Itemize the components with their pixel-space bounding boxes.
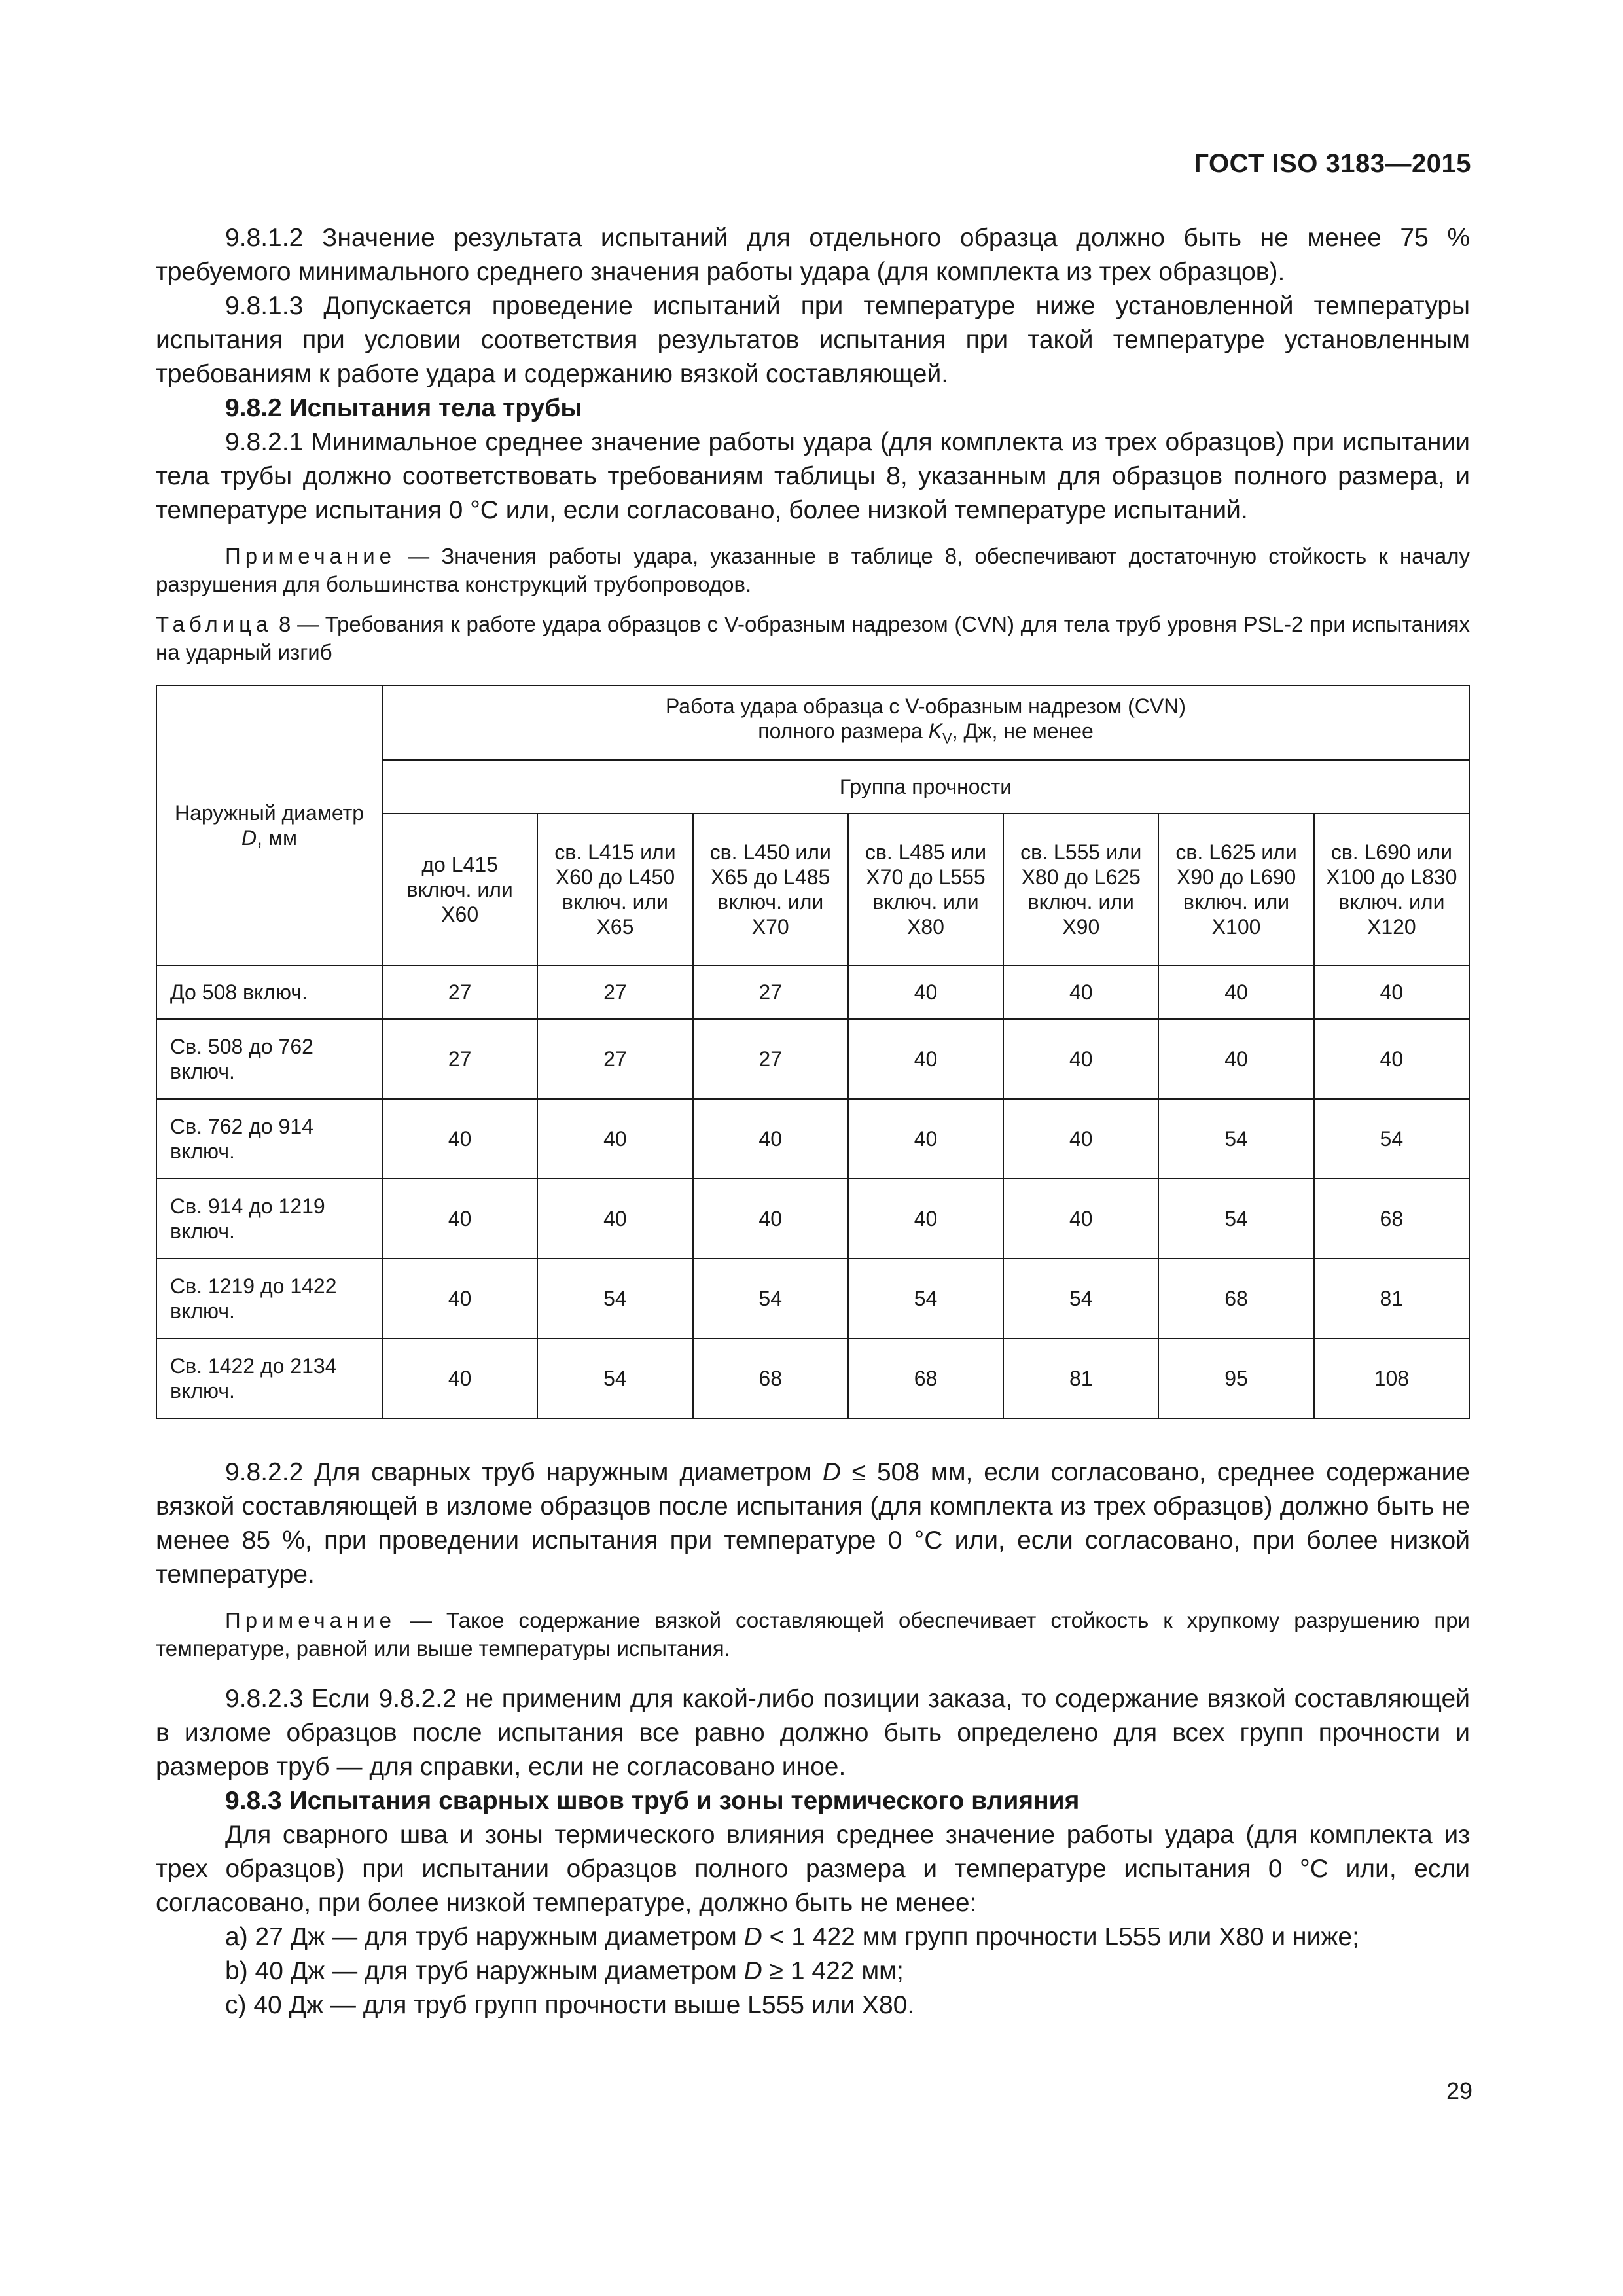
table-cell: 40: [848, 1019, 1003, 1099]
column-header: св. L415 или X60 до L450 включ. или X65: [537, 814, 692, 965]
table-cell: 54: [1003, 1259, 1158, 1338]
table-cell: 27: [382, 965, 537, 1019]
paragraph-9822: [156, 1456, 1470, 1592]
list-item-var: D: [743, 1957, 762, 1985]
table-cell: 27: [537, 1019, 692, 1099]
table-row: [156, 1338, 1469, 1418]
paragraph-9812: 9.8.1.2 Значение результата испытаний для отдельного образца должно быть не менее 75 % требуемого минимального среднего значения работы удара (для комплекта из трех образцов).: [156, 224, 1470, 286]
list-item: [156, 1988, 1470, 2022]
table-cell: 108: [1314, 1338, 1469, 1418]
header-work-var: K: [928, 719, 942, 744]
table-cell: 27: [382, 1019, 537, 1099]
list-item: [156, 1954, 1470, 1988]
header-diameter-text: Наружный диаметр: [174, 801, 365, 825]
row-label: Св. 914 до 1219 включ.: [156, 1179, 382, 1259]
table-cell: 40: [1003, 965, 1158, 1019]
table-cell: 40: [1003, 1099, 1158, 1179]
table-cell: 40: [1314, 965, 1469, 1019]
table-cell: 81: [1314, 1259, 1469, 1338]
list-item-text: a) 27 Дж — для труб наружным диаметром: [225, 1923, 744, 1951]
section-heading-983: 9.8.3 Испытания сварных швов труб и зоны термического влияния: [225, 1787, 1080, 1815]
table-cell: 40: [1314, 1019, 1469, 1099]
impact-energy-table: [156, 685, 1470, 1419]
paragraph-983-intro: Для сварного шва и зоны термического влияния среднее значение работы удара (для комплекта из трех образцов) при испытании образцов полного размера и температуре испытания 0 °С или, если согласовано, при более низкой температуре, должно быть не менее:: [156, 1821, 1470, 1917]
header-work-sub: V: [942, 730, 952, 747]
table-row: [156, 1259, 1469, 1338]
row-label: Св. 1219 до 1422 включ.: [156, 1259, 382, 1338]
table-cell: 27: [693, 965, 848, 1019]
note-text: — Значения работы удара, указанные в таблице 8, обеспечивают достаточную стойкость к началу разрушения для большинства конструкций трубопроводов.: [156, 544, 1470, 596]
paragraph-9813: 9.8.1.3 Допускается проведение испытаний при температуре ниже установленной температуры испытания при условии соответствия результатов испытания при такой температуре установленным требованиям к работе удара и содержанию вязкой составляющей.: [156, 292, 1470, 388]
list-item-text: b) 40 Дж — для труб наружным диаметром: [225, 1957, 744, 1985]
column-header: св. L555 или X80 до L625 включ. или X90: [1003, 814, 1158, 965]
header-diameter-unit: , мм: [257, 826, 297, 850]
table-cell: 40: [848, 965, 1003, 1019]
table-cell: 54: [1314, 1099, 1469, 1179]
table-cell: 40: [848, 1099, 1003, 1179]
table-caption: [156, 610, 1470, 666]
note-1: [156, 542, 1470, 598]
note-2: [156, 1606, 1470, 1662]
list-item-text-end: < 1 422 мм групп прочности L555 или X80 и ниже;: [762, 1923, 1359, 1951]
table-cell: 40: [1158, 1019, 1313, 1099]
table-header-row-1: [156, 685, 1469, 760]
table-cell: 40: [1003, 1019, 1158, 1099]
table-cell: 40: [693, 1099, 848, 1179]
table-row: [156, 1099, 1469, 1179]
table-cell: 54: [848, 1259, 1003, 1338]
paragraph-9822-text-end: ≤ 508 мм, если согласовано, среднее содержание вязкой составляющей в изломе образцов после испытания (для комплекта из трех образцов) должно быть не менее 85 %, при проведении испытания при температуре 0 °С или, если согласовано, при более низкой температуре.: [156, 1458, 1470, 1588]
header-work-line1: Работа удара образца с V-образным надрезом (CVN): [665, 694, 1186, 719]
list-item-text-end: ≥ 1 422 мм;: [762, 1957, 904, 1985]
row-label: Св. 762 до 914 включ.: [156, 1099, 382, 1179]
page-content: [156, 221, 1470, 2022]
table-cell: 68: [1314, 1179, 1469, 1259]
page-number: 29: [1446, 2077, 1472, 2104]
list-item-text: c) 40 Дж — для труб групп прочности выше L555 или X80.: [225, 1991, 915, 2019]
table-cell: 95: [1158, 1338, 1313, 1418]
note-label: Примечание: [225, 544, 397, 568]
section-heading-982: 9.8.2 Испытания тела трубы: [225, 394, 582, 422]
table-cell: 27: [537, 965, 692, 1019]
header-work-line2: полного размера: [758, 719, 929, 744]
table-cell: 68: [1158, 1259, 1313, 1338]
table-cell: 54: [693, 1259, 848, 1338]
table-cell: 81: [1003, 1338, 1158, 1418]
paragraph-9823: 9.8.2.3 Если 9.8.2.2 не применим для какой-либо позиции заказа, то содержание вязкой составляющей в изломе образцов после испытания все равно должно быть определено для всех групп прочности и размеров труб — для справки, если не согласовано иное.: [156, 1685, 1470, 1781]
table-cell: 54: [537, 1338, 692, 1418]
header-work-suffix: , Дж, не менее: [952, 719, 1094, 744]
note-label: Примечание: [225, 1608, 397, 1632]
table-cell: 54: [1158, 1179, 1313, 1259]
table-cell: 40: [693, 1179, 848, 1259]
column-header: св. L485 или X70 до L555 включ. или X80: [848, 814, 1003, 965]
table-row: [156, 1179, 1469, 1259]
table-cell: 68: [848, 1338, 1003, 1418]
column-header: св. L690 или X100 до L830 включ. или X120: [1314, 814, 1469, 965]
table-cell: 40: [382, 1338, 537, 1418]
table-caption-label: Таблица: [156, 612, 273, 636]
paragraph-9822-text: 9.8.2.2 Для сварных труб наружным диаметром: [225, 1458, 823, 1486]
table-cell: 27: [693, 1019, 848, 1099]
row-label: Св. 1422 до 2134 включ.: [156, 1338, 382, 1418]
table-row: [156, 965, 1469, 1019]
table-row: [156, 1019, 1469, 1099]
table-cell: 40: [1003, 1179, 1158, 1259]
column-header: св. L450 или X65 до L485 включ. или X70: [693, 814, 848, 965]
table-cell: 40: [537, 1179, 692, 1259]
document-header: ГОСТ ISO 3183—2015: [1194, 149, 1471, 178]
row-label: Св. 508 до 762 включ.: [156, 1019, 382, 1099]
note-text: — Такое содержание вязкой составляющей обеспечивает стойкость к хрупкому разрушению при температуре, равной или выше температуры испытания.: [156, 1608, 1470, 1660]
table-cell: 40: [382, 1259, 537, 1338]
table-cell: 40: [1158, 965, 1313, 1019]
table-cell: 40: [382, 1179, 537, 1259]
row-label: До 508 включ.: [156, 965, 382, 1019]
column-header: св. L625 или X90 до L690 включ. или X100: [1158, 814, 1313, 965]
header-diameter-var: D: [241, 826, 257, 850]
table-caption-text: 8 — Требования к работе удара образцов с V-образным надрезом (CVN) для тела труб уровня PSL-2 при испытаниях на ударный изгиб: [156, 612, 1470, 664]
header-work-cell: [382, 685, 1469, 760]
header-diameter-cell: [156, 685, 382, 965]
header-group-cell: Группа прочности: [382, 760, 1469, 814]
table-cell: 54: [537, 1259, 692, 1338]
table-cell: 40: [382, 1099, 537, 1179]
paragraph-9821: 9.8.2.1 Минимальное среднее значение работы удара (для комплекта из трех образцов) при испытании тела трубы должно соответствовать требованиям таблицы 8, указанным для образцов полного размера, и температуре испытания 0 °С или, если согласовано, более низкой температуре испытаний.: [156, 428, 1470, 524]
paragraph-9822-var: D: [822, 1458, 841, 1486]
column-header: до L415 включ. или X60: [382, 814, 537, 965]
list-item: [156, 1920, 1470, 1954]
table-cell: 40: [848, 1179, 1003, 1259]
list-item-var: D: [743, 1923, 762, 1951]
table-cell: 40: [537, 1099, 692, 1179]
table-cell: 68: [693, 1338, 848, 1418]
table-cell: 54: [1158, 1099, 1313, 1179]
